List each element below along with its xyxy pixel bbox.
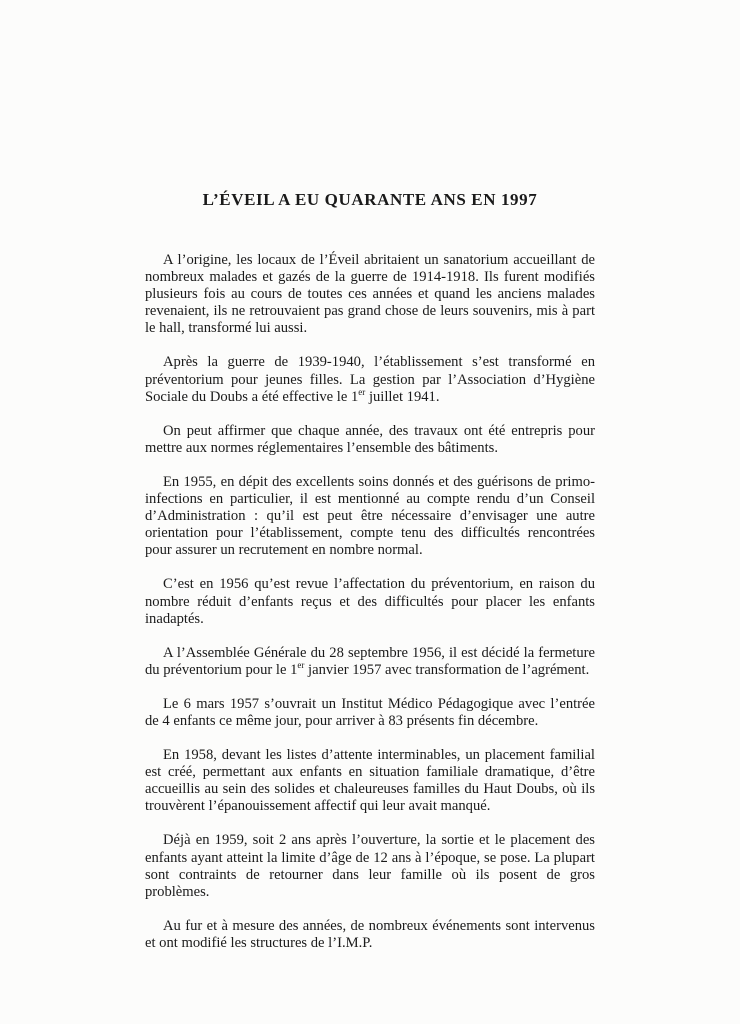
superscript: er (358, 386, 366, 397)
paragraph-assemblee (145, 645, 595, 679)
paragraph-1959: Déjà en 1959, soit 2 ans après l’ouverture, la sortie et le placement des enfants ayant atteint la limite d’âge de 12 ans à l’époque, se pose. La plupart sont contraints de retourner dans leur famille où ils posent de gros problèmes. (145, 832, 595, 900)
paragraph-text: janvier 1957 avec transformation de l’agrément. (304, 661, 590, 678)
paragraph-travaux: On peut affirmer que chaque année, des travaux ont été entrepris pour mettre aux normes réglementaires l’ensemble des bâtiments. (145, 422, 595, 456)
document-title: L’ÉVEIL A EU QUARANTE ANS EN 1997 (202, 190, 538, 209)
paragraph-1958: En 1958, devant les listes d’attente interminables, un placement familial est créé, permettant aux enfants en situation familiale dramatique, d’être accueillis au sein des solides et chaleureuses familles du Haut Doubs, où ils trouvèrent l’épanouissement affectif qui leur avait manqué. (145, 747, 595, 815)
paragraph-text: juillet 1941. (365, 388, 440, 405)
document-body (145, 252, 595, 969)
superscript: er (297, 659, 305, 670)
paragraph-origine: A l’origine, les locaux de l’Éveil abritaient un sanatorium accueillant de nombreux malades et gazés de la guerre de 1914-1918. Ils furent modifiés plusieurs fois au cours de toutes ces années et quand les anciens malades revenaient, ils ne retrouvaient pas grand chose de leurs souvenirs, mis à part le hall, transformé lui aussi. (145, 252, 595, 337)
paragraph-1957: Le 6 mars 1957 s’ouvrait un Institut Médico Pédagogique avec l’entrée de 4 enfants ce même jour, pour arriver à 83 présents fin décembre. (145, 695, 595, 729)
paragraph-1956: C’est en 1956 qu’est revue l’affectation du préventorium, en raison du nombre réduit d’enfants reçus et des difficultés pour placer les enfants inadaptés. (145, 576, 595, 627)
paragraph-text: A l’Assemblée Générale du 28 septembre 1956, il est décidé la fermeture du préventorium pour le 1 (145, 644, 595, 678)
paragraph-1955: En 1955, en dépit des excellents soins donnés et des guérisons de primo-infections en particulier, il est mentionné au compte rendu d’un Conseil d’Administration : qu’il est peut être nécessaire d’envisager une autre orientation pour l’établissement, compte tenu des difficultés rencontrées pour assurer un recrutement en nombre normal. (145, 473, 595, 559)
paragraph-conclusion: Au fur et à mesure des années, de nombreux événements sont intervenus et ont modifié les structures de l’I.M.P. (145, 917, 595, 951)
paragraph-text: Après la guerre de 1939-1940, l’établissement s’est transformé en préventorium pour jeunes filles. La gestion par l’Association d’Hygiène Sociale du Doubs a été effective le 1 (145, 354, 595, 405)
paragraph-apres-guerre (145, 354, 595, 405)
